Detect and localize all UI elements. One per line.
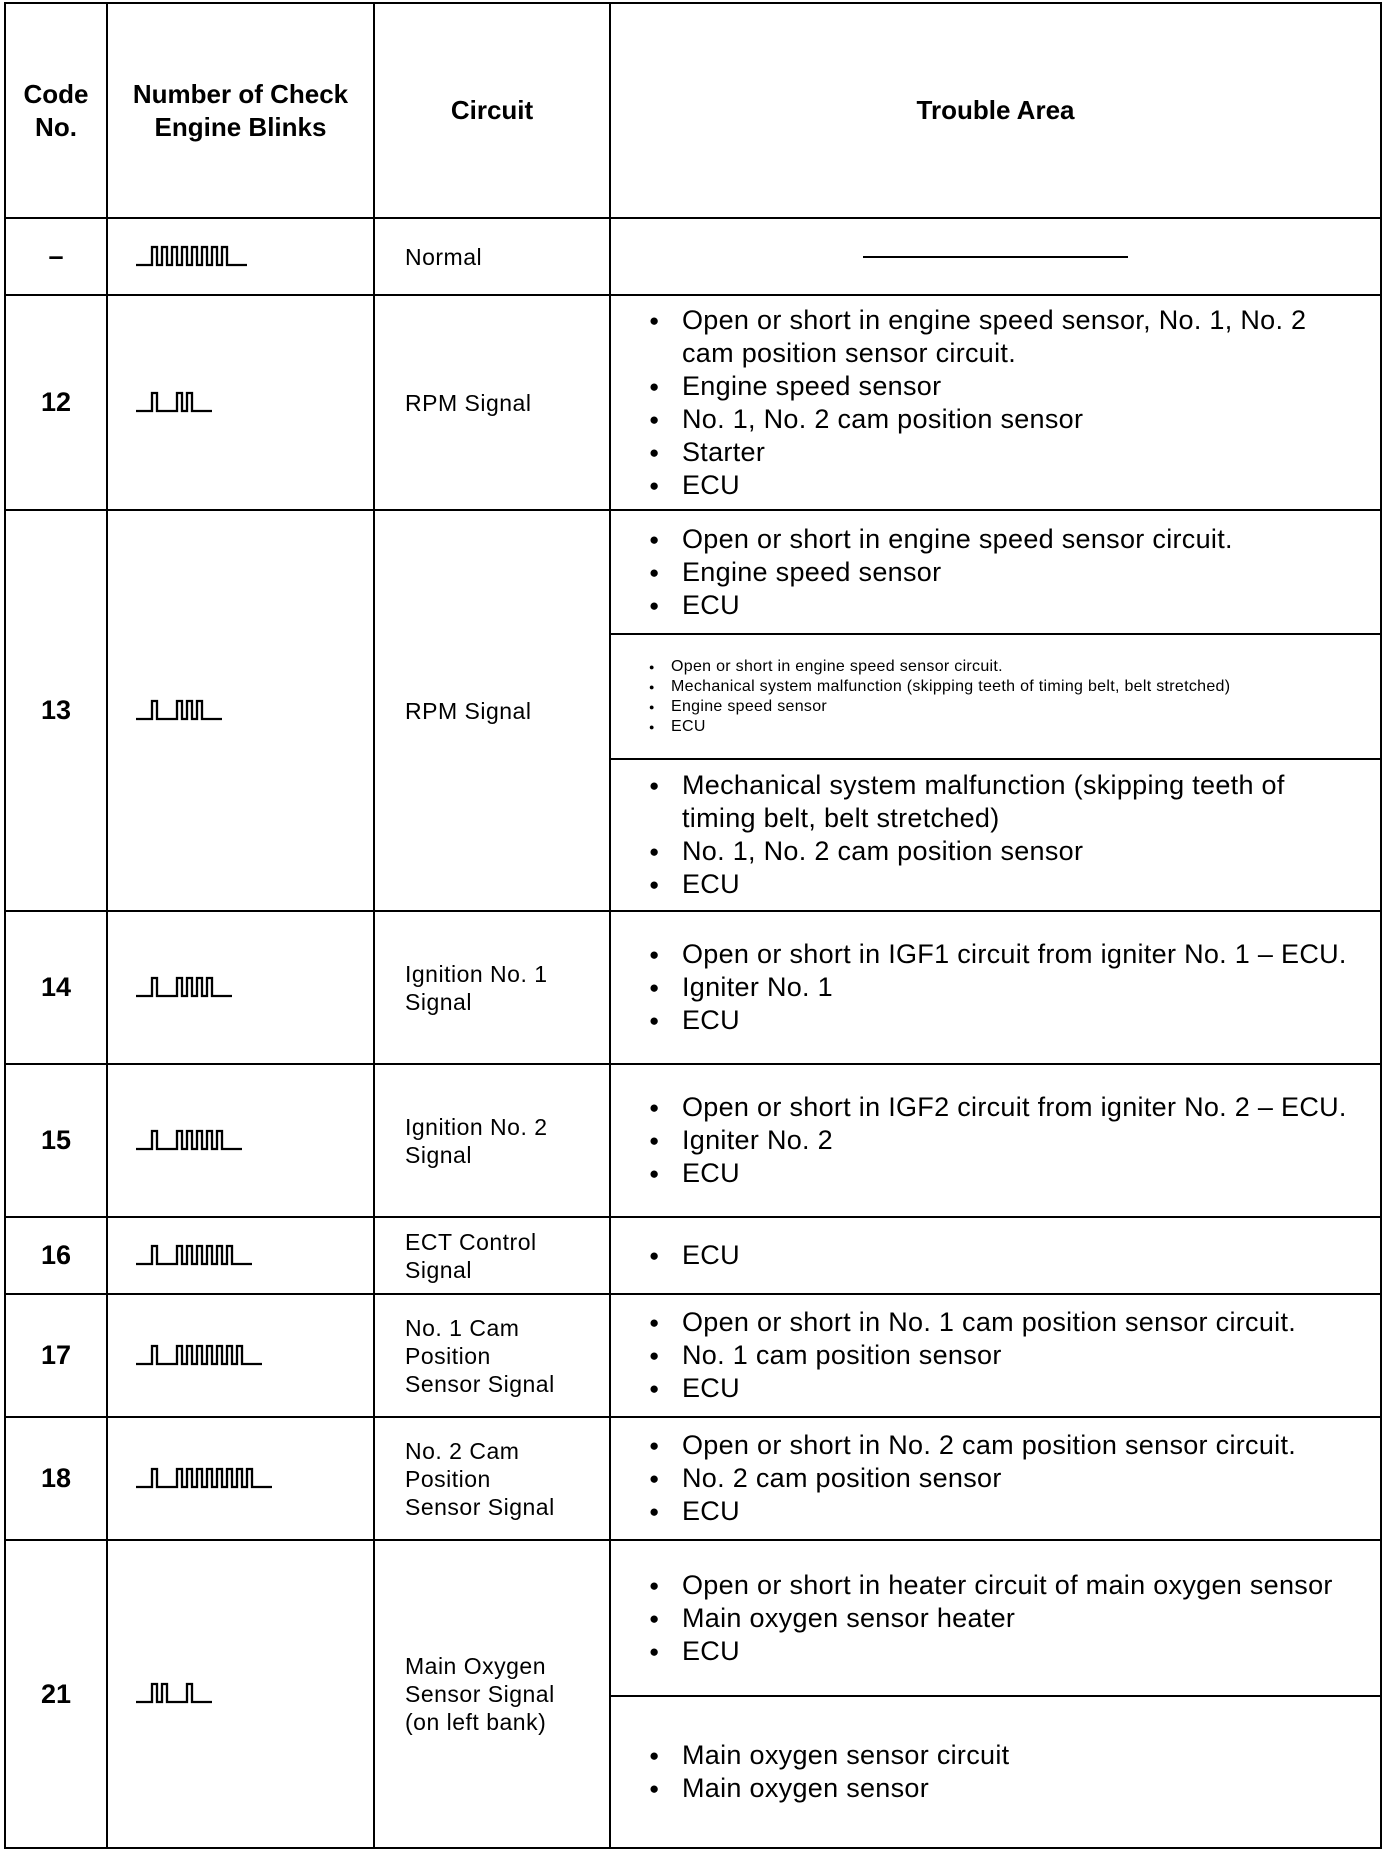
trouble-item: ● No. 1 cam position sensor	[649, 1339, 1362, 1372]
blink-pattern-icon	[136, 1129, 246, 1153]
blink-pattern-cell	[107, 218, 374, 295]
code-number-cell	[5, 218, 107, 295]
trouble-list	[649, 1739, 1362, 1805]
code-number: 13	[40, 695, 72, 725]
trouble-item: ● ECU	[649, 1239, 1362, 1272]
blink-pattern-cell	[107, 1294, 374, 1417]
trouble-item: ● Engine speed sensor	[649, 370, 1362, 403]
trouble-item: ● Open or short in heater circuit of main oxygen sensor	[649, 1569, 1362, 1602]
blink-pulse-line	[136, 1469, 272, 1487]
trouble-block	[611, 1425, 1380, 1532]
blink-pattern-icon	[136, 976, 236, 1000]
blink-pattern-cell	[107, 1064, 374, 1217]
blink-pattern-icon	[136, 1244, 256, 1268]
trouble-block	[611, 1695, 1380, 1847]
trouble-item: ● Open or short in engine speed sensor circuit.	[649, 523, 1362, 556]
trouble-item: ● ECU	[649, 1372, 1362, 1405]
table-row	[5, 911, 1381, 1064]
trouble-block	[611, 758, 1380, 910]
header-trouble-area: Trouble Area	[610, 3, 1381, 218]
trouble-block	[611, 633, 1380, 758]
table-row	[5, 1217, 1381, 1294]
code-number-cell	[5, 1294, 107, 1417]
trouble-area-cell	[610, 218, 1381, 295]
blink-pattern-cell	[107, 1540, 374, 1848]
trouble-item: ● Open or short in engine speed sensor, No. 1, No. 2 cam position sensor circuit.	[649, 304, 1362, 370]
blink-pulse-line	[136, 701, 222, 719]
blink-pattern-icon	[136, 699, 226, 723]
trouble-list	[649, 1569, 1362, 1668]
trouble-item: ● Open or short in No. 2 cam position sensor circuit.	[649, 1429, 1362, 1462]
header-check-engine-blinks: Number of Check Engine Blinks	[107, 3, 374, 218]
trouble-item: ● No. 1, No. 2 cam position sensor	[649, 835, 1362, 868]
trouble-block	[611, 1302, 1380, 1409]
code-number-cell	[5, 1064, 107, 1217]
circuit-name: Ignition No. 2 Signal	[405, 1113, 548, 1168]
code-number: 21	[40, 1678, 72, 1709]
trouble-item: ● Engine speed sensor	[649, 556, 1362, 589]
code-number: 17	[40, 1340, 72, 1370]
trouble-item: ● No. 1, No. 2 cam position sensor	[649, 403, 1362, 436]
blink-pulse-line	[136, 1131, 242, 1149]
trouble-item: ● No. 2 cam position sensor	[649, 1462, 1362, 1495]
trouble-item: ● Open or short in No. 1 cam position sensor circuit.	[649, 1306, 1362, 1339]
trouble-list	[649, 1239, 1362, 1272]
circuit-cell	[374, 1064, 610, 1217]
circuit-cell	[374, 218, 610, 295]
table-row	[5, 1294, 1381, 1417]
code-number: –	[48, 241, 64, 271]
blink-pattern-icon	[136, 1467, 276, 1491]
table-row	[5, 1540, 1381, 1848]
circuit-name: Main Oxygen Sensor Signal (on left bank)	[405, 1653, 555, 1735]
blink-pulse-line	[136, 1346, 262, 1364]
header-circuit: Circuit	[374, 3, 610, 218]
trouble-item: ● ECU	[649, 868, 1362, 901]
trouble-block	[611, 511, 1380, 633]
trouble-area-cell	[610, 911, 1381, 1064]
trouble-list	[649, 938, 1362, 1037]
code-number-cell	[5, 510, 107, 911]
trouble-item: ● Main oxygen sensor circuit	[649, 1739, 1362, 1772]
trouble-block	[611, 1087, 1380, 1194]
trouble-area-cell	[610, 1064, 1381, 1217]
trouble-item: ● ECU	[649, 1495, 1362, 1528]
circuit-name: RPM Signal	[405, 389, 532, 416]
trouble-area-cell	[610, 1540, 1381, 1848]
trouble-item: ● Mechanical system malfunction (skipping teeth of timing belt, belt stretched)	[649, 769, 1362, 835]
table-row	[5, 295, 1381, 510]
blink-pattern-icon	[136, 1344, 266, 1368]
circuit-cell	[374, 1294, 610, 1417]
code-number-cell	[5, 1417, 107, 1540]
circuit-name: No. 1 Cam Position Sensor Signal	[405, 1314, 555, 1397]
blink-pulse-line	[136, 978, 232, 996]
code-number: 15	[40, 1125, 72, 1155]
circuit-cell	[374, 1417, 610, 1540]
blink-pattern-cell	[107, 1417, 374, 1540]
trouble-list	[649, 1306, 1362, 1405]
blink-pulse-line	[136, 393, 212, 411]
circuit-name: RPM Signal	[405, 697, 532, 724]
code-number-cell	[5, 911, 107, 1064]
circuit-cell	[374, 1217, 610, 1294]
trouble-area-cell	[610, 1217, 1381, 1294]
trouble-item: ● Main oxygen sensor	[649, 1772, 1362, 1805]
trouble-block	[611, 934, 1380, 1041]
trouble-item: ● Igniter No. 2	[649, 1124, 1362, 1157]
trouble-item: ● Igniter No. 1	[649, 971, 1362, 1004]
trouble-area-cell	[610, 295, 1381, 510]
circuit-cell	[374, 911, 610, 1064]
blink-pattern-cell	[107, 911, 374, 1064]
trouble-item: ● ECU	[649, 589, 1362, 622]
trouble-block	[611, 1541, 1380, 1695]
header-row	[5, 3, 1381, 218]
trouble-list	[649, 1091, 1362, 1190]
trouble-area-cell	[610, 510, 1381, 911]
code-number: 18	[40, 1463, 72, 1493]
trouble-item: ● ECU	[649, 1635, 1362, 1668]
circuit-cell	[374, 510, 610, 911]
blink-pattern-icon	[136, 391, 216, 415]
circuit-name: ECT Control Signal	[405, 1228, 537, 1283]
trouble-list	[649, 657, 1362, 737]
trouble-list	[649, 523, 1362, 622]
header-code-no: Code No.	[5, 3, 107, 218]
trouble-item: ● Engine speed sensor	[649, 697, 1362, 717]
code-number-cell	[5, 295, 107, 510]
trouble-item: ● Starter	[649, 436, 1362, 469]
blink-pulse-line	[136, 1684, 212, 1702]
trouble-item: ● Open or short in engine speed sensor circuit.	[649, 657, 1362, 677]
diagnostic-code-table	[4, 2, 1382, 1849]
code-number-cell	[5, 1217, 107, 1294]
table-body	[5, 218, 1381, 1848]
code-number-cell	[5, 1540, 107, 1848]
blink-pulse-line	[136, 247, 247, 265]
code-number: 16	[40, 1240, 72, 1270]
circuit-cell	[374, 295, 610, 510]
code-number: 12	[40, 387, 72, 417]
trouble-area-cell	[610, 1294, 1381, 1417]
no-trouble-dash-line	[863, 256, 1128, 258]
blink-pattern-icon	[136, 1682, 216, 1706]
circuit-name: Normal	[405, 243, 483, 270]
blink-pattern-cell	[107, 1217, 374, 1294]
table-row	[5, 1417, 1381, 1540]
trouble-list	[649, 1429, 1362, 1528]
trouble-item: ● Open or short in IGF2 circuit from igniter No. 2 – ECU.	[649, 1091, 1362, 1124]
trouble-block	[611, 300, 1380, 506]
trouble-item: ● ECU	[649, 469, 1362, 502]
table-row	[5, 218, 1381, 295]
trouble-block	[611, 1235, 1380, 1276]
blink-pulse-line	[136, 1246, 252, 1264]
trouble-item: ● ECU	[649, 1157, 1362, 1190]
circuit-name: Ignition No. 1 Signal	[405, 960, 548, 1015]
trouble-item: ● ECU	[649, 717, 1362, 737]
circuit-name: No. 2 Cam Position Sensor Signal	[405, 1437, 555, 1520]
trouble-item: ● Open or short in IGF1 circuit from igniter No. 1 – ECU.	[649, 938, 1362, 971]
trouble-item: ● Main oxygen sensor heater	[649, 1602, 1362, 1635]
table-row	[5, 1064, 1381, 1217]
trouble-area-cell	[610, 1417, 1381, 1540]
trouble-item: ● ECU	[649, 1004, 1362, 1037]
blink-pattern-cell	[107, 510, 374, 911]
blink-pattern-icon	[136, 245, 251, 269]
blink-pattern-cell	[107, 295, 374, 510]
circuit-cell	[374, 1540, 610, 1848]
trouble-list	[649, 769, 1362, 901]
trouble-item: ● Mechanical system malfunction (skipping teeth of timing belt, belt stretched)	[649, 677, 1362, 697]
trouble-list	[649, 304, 1362, 502]
code-number: 14	[40, 972, 72, 1002]
table-row	[5, 510, 1381, 911]
